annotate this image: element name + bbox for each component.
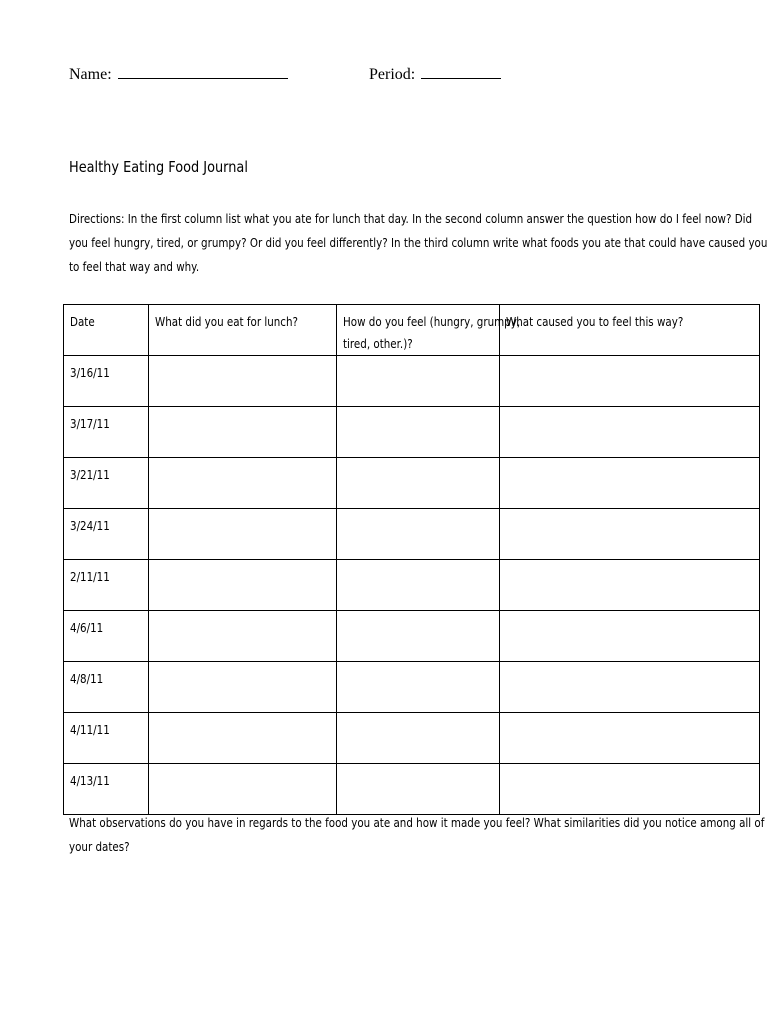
date-cell bbox=[64, 356, 149, 407]
cause-cell[interactable] bbox=[500, 458, 760, 509]
table-row bbox=[64, 560, 760, 611]
name-blank[interactable] bbox=[118, 64, 288, 79]
table-row bbox=[64, 356, 760, 407]
feel-cell[interactable] bbox=[337, 713, 500, 764]
feel-cell[interactable] bbox=[337, 509, 500, 560]
feel-cell[interactable] bbox=[337, 662, 500, 713]
directions-line-2: you feel hungry, tired, or grumpy? Or did you feel differently? In the third column write what foods you ate that could have caused you bbox=[69, 236, 768, 250]
name-field[interactable] bbox=[69, 64, 288, 84]
table-row bbox=[64, 611, 760, 662]
table-row bbox=[64, 662, 760, 713]
date-cell bbox=[64, 611, 149, 662]
observations-line-1: What observations do you have in regards to the food you ate and how it made you feel? What similarities did you notice among all of bbox=[69, 816, 765, 830]
lunch-cell[interactable] bbox=[149, 662, 337, 713]
table-row bbox=[64, 458, 760, 509]
header-feel-label-line1: How do you feel (hungry, grumpy, bbox=[343, 315, 521, 329]
date-label: 2/11/11 bbox=[70, 570, 110, 584]
date-cell bbox=[64, 713, 149, 764]
date-label: 3/21/11 bbox=[70, 468, 110, 482]
header-lunch bbox=[149, 305, 337, 356]
cause-cell[interactable] bbox=[500, 509, 760, 560]
feel-cell[interactable] bbox=[337, 560, 500, 611]
table-row bbox=[64, 764, 760, 815]
date-label: 3/16/11 bbox=[70, 366, 110, 380]
directions-line-1: Directions: In the first column list what you ate for lunch that day. In the second column answer the question how do I feel now? Did bbox=[69, 212, 753, 226]
cause-cell[interactable] bbox=[500, 611, 760, 662]
header-cause-label: What caused you to feel this way? bbox=[506, 315, 684, 329]
period-label: Period: bbox=[369, 66, 416, 83]
table-row bbox=[64, 407, 760, 458]
lunch-cell[interactable] bbox=[149, 560, 337, 611]
cause-cell[interactable] bbox=[500, 764, 760, 815]
table-header-row bbox=[64, 305, 760, 356]
cause-cell[interactable] bbox=[500, 662, 760, 713]
feel-cell[interactable] bbox=[337, 356, 500, 407]
date-cell bbox=[64, 509, 149, 560]
date-cell bbox=[64, 662, 149, 713]
header-feel-label-line2: tired, other.)? bbox=[343, 337, 413, 351]
name-label: Name: bbox=[69, 66, 112, 83]
directions-line-3: to feel that way and why. bbox=[69, 260, 200, 274]
date-cell bbox=[64, 764, 149, 815]
lunch-cell[interactable] bbox=[149, 611, 337, 662]
cause-cell[interactable] bbox=[500, 356, 760, 407]
date-label: 4/8/11 bbox=[70, 672, 104, 686]
table-row bbox=[64, 713, 760, 764]
lunch-cell[interactable] bbox=[149, 407, 337, 458]
date-cell bbox=[64, 458, 149, 509]
period-field[interactable] bbox=[369, 64, 501, 84]
cause-cell[interactable] bbox=[500, 713, 760, 764]
cause-cell[interactable] bbox=[500, 560, 760, 611]
lunch-cell[interactable] bbox=[149, 458, 337, 509]
date-label: 4/13/11 bbox=[70, 774, 110, 788]
feel-cell[interactable] bbox=[337, 764, 500, 815]
lunch-cell[interactable] bbox=[149, 356, 337, 407]
header-date-label: Date bbox=[70, 315, 95, 329]
header-cause bbox=[500, 305, 760, 356]
date-label: 3/24/11 bbox=[70, 519, 110, 533]
cause-cell[interactable] bbox=[500, 407, 760, 458]
observations-line-2: your dates? bbox=[69, 840, 130, 854]
feel-cell[interactable] bbox=[337, 611, 500, 662]
header-feel bbox=[337, 305, 521, 356]
period-blank[interactable] bbox=[421, 64, 501, 79]
table-row bbox=[64, 509, 760, 560]
header-lunch-label: What did you eat for lunch? bbox=[155, 315, 299, 329]
feel-cell[interactable] bbox=[337, 458, 500, 509]
date-label: 4/6/11 bbox=[70, 621, 104, 635]
date-cell bbox=[64, 407, 149, 458]
date-cell bbox=[64, 560, 149, 611]
feel-cell[interactable] bbox=[337, 407, 500, 458]
lunch-cell[interactable] bbox=[149, 713, 337, 764]
date-label: 3/17/11 bbox=[70, 417, 110, 431]
journal-table bbox=[63, 304, 760, 815]
lunch-cell[interactable] bbox=[149, 764, 337, 815]
lunch-cell[interactable] bbox=[149, 509, 337, 560]
date-label: 4/11/11 bbox=[70, 723, 110, 737]
header-date bbox=[64, 305, 149, 356]
page-title: Healthy Eating Food Journal bbox=[69, 158, 248, 176]
